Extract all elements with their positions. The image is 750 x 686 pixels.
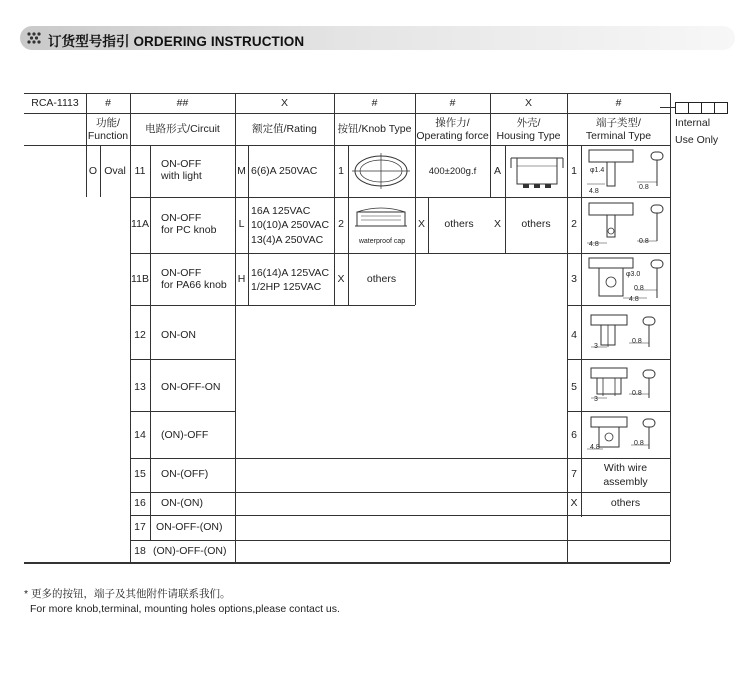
knob-label: waterproof cap xyxy=(358,238,406,245)
terminal-dim: 0.8 xyxy=(634,440,644,447)
section-banner xyxy=(20,26,735,50)
terminal-dim: 4.8 xyxy=(590,444,600,451)
header-housing-cn: 外壳/ xyxy=(516,117,541,129)
terminal-label: others xyxy=(610,497,641,509)
code-circuit: ## xyxy=(176,97,189,109)
terminal-label: assembly xyxy=(603,476,648,488)
terminal-label: With wire xyxy=(603,462,648,474)
circuit-code: 18 xyxy=(134,545,146,557)
rating-code: H xyxy=(237,273,246,285)
rating-code: L xyxy=(238,218,245,230)
header-function-cn: 功能/ xyxy=(96,117,120,129)
circuit-label: (ON)-OFF-(ON) xyxy=(153,545,227,557)
internal-use-line2: Use Only xyxy=(675,134,719,146)
terminal-code: 3 xyxy=(571,273,577,285)
force-value: 400±200g.f xyxy=(428,166,477,177)
circuit-code: 11 xyxy=(134,165,146,177)
oval-knob-icon xyxy=(352,151,410,191)
code-function: # xyxy=(105,97,111,109)
force-code: X xyxy=(417,218,425,230)
knob-label: others xyxy=(366,273,397,285)
terminal-dim: 0.8 xyxy=(632,390,642,397)
housing-code: A xyxy=(493,165,501,177)
terminal-dim: φ3.0 xyxy=(626,271,641,278)
note-cn: * 更多的按钮，端子及其他附件请联系我们。 xyxy=(24,588,231,600)
code-force: # xyxy=(449,97,456,109)
housing-label: others xyxy=(521,218,551,230)
circuit-label: ON-OFF-(ON) xyxy=(156,521,223,533)
terminal-code: X xyxy=(570,497,578,509)
terminal-dim: 0.8 xyxy=(639,184,649,191)
circuit-label: ON-(OFF) xyxy=(161,468,209,480)
terminal-dim: 0.8 xyxy=(632,338,642,345)
force-label: others xyxy=(444,218,474,230)
rating-value: 16(14)A 125VAC xyxy=(251,267,330,279)
header-terminal-cn: 端子类型/ xyxy=(596,117,641,129)
circuit-code: 15 xyxy=(134,468,146,480)
terminal-code: 6 xyxy=(571,429,577,441)
rating-value: 10(10)A 250VAC xyxy=(251,219,330,231)
header-circuit: 电路形式/Circuit xyxy=(145,123,220,135)
rating-code: M xyxy=(237,165,246,177)
terminal-dim: 0.8 xyxy=(639,238,649,245)
housing-drawing-icon xyxy=(509,152,565,190)
circuit-label: ON-OFF xyxy=(161,212,202,224)
model-code: RCA-1113 xyxy=(31,97,79,109)
waterproof-cap-icon xyxy=(353,206,409,232)
code-housing: X xyxy=(524,97,532,109)
header-force-cn: 操作力/ xyxy=(435,117,470,129)
terminal-dim: 4.8 xyxy=(629,296,639,303)
rating-value: 13(4)A 250VAC xyxy=(251,234,324,246)
header-rating: 额定值/Rating xyxy=(252,123,317,135)
circuit-label: ON-(ON) xyxy=(161,497,203,509)
housing-code: X xyxy=(493,218,501,230)
circuit-label: ON-ON xyxy=(161,329,196,341)
knob-code: 2 xyxy=(338,218,344,230)
knob-code: 1 xyxy=(338,165,344,177)
code-terminal: # xyxy=(615,97,622,109)
circuit-code: 11B xyxy=(131,273,149,285)
function-code: O xyxy=(88,165,98,177)
circuit-label: for PA66 knob xyxy=(161,279,227,291)
circuit-code: 11A xyxy=(131,218,149,230)
circuit-code: 17 xyxy=(134,521,146,533)
circuit-label: ON-OFF xyxy=(161,267,202,279)
circuit-label: (ON)-OFF xyxy=(161,429,209,441)
terminal-code: 7 xyxy=(571,468,577,480)
terminal-dim: 3 xyxy=(594,343,598,350)
terminal-dim: 4.8 xyxy=(589,188,599,195)
circuit-code: 13 xyxy=(134,381,146,393)
terminal-code: 1 xyxy=(571,165,577,177)
terminal-dim: 3 xyxy=(594,396,598,403)
circuit-code: 12 xyxy=(134,329,146,341)
code-knob: # xyxy=(371,97,378,109)
terminal-code: 2 xyxy=(571,218,577,230)
circuit-label: ON-OFF-ON xyxy=(161,381,221,393)
circuit-label: ON-OFF xyxy=(161,158,202,170)
rating-value: 1/2HP 125VAC xyxy=(251,281,322,293)
header-force-en: Operating force xyxy=(416,130,489,142)
header-knob: 按钮/Knob Type xyxy=(337,123,412,135)
terminal-code: 4 xyxy=(571,329,577,341)
header-terminal-en: Terminal Type xyxy=(585,130,652,142)
note-en: For more knob,terminal, mounting holes options,please contact us. xyxy=(30,603,340,615)
circuit-code: 16 xyxy=(134,497,146,509)
terminal-dim: 0.8 xyxy=(634,285,644,292)
rating-value: 16A 125VAC xyxy=(251,205,311,217)
internal-use-line1: Internal xyxy=(675,117,711,129)
circuit-label: with light xyxy=(161,170,202,182)
header-housing-en: Housing Type xyxy=(496,130,561,142)
terminal-dim: φ1.4 xyxy=(590,167,605,174)
function-label: Oval xyxy=(104,165,126,177)
terminal-code: 5 xyxy=(571,381,577,393)
dots-icon xyxy=(26,31,42,45)
code-rating: X xyxy=(280,97,288,109)
circuit-label: for PC knob xyxy=(161,224,217,236)
section-title: 订货型号指引 ORDERING INSTRUCTION xyxy=(48,34,305,49)
rating-value: 6(6)A 250VAC xyxy=(251,165,318,177)
knob-code: X xyxy=(337,273,345,285)
circuit-code: 14 xyxy=(134,429,146,441)
terminal-dim: 4.8 xyxy=(589,241,599,248)
header-function-en: Function xyxy=(87,130,129,142)
